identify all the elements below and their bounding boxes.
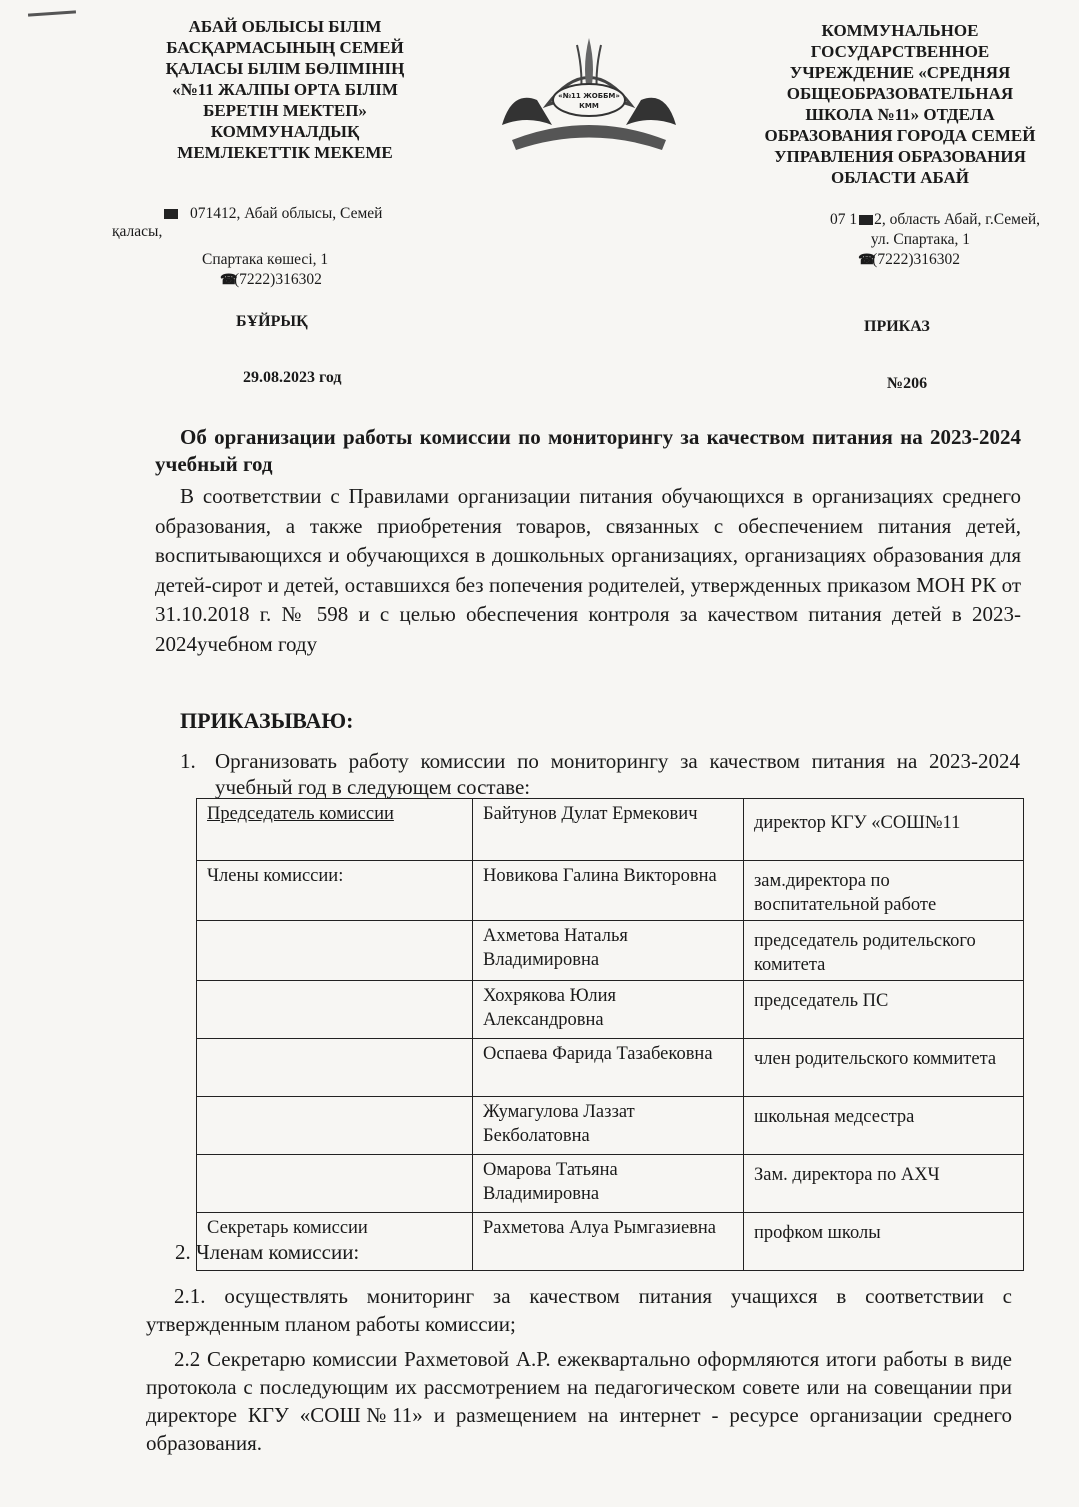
table-row — [197, 921, 1024, 981]
item-text: Организовать работу комиссии по мониторингу за качеством питания на 2023-2024 учебный год в следующем составе: — [215, 749, 1020, 799]
item-number: 1. — [180, 749, 196, 773]
right-phone: (7222)316302 — [872, 251, 960, 268]
table-row — [197, 1155, 1024, 1213]
position-cell: председатель родительского комитета — [744, 921, 1024, 981]
order-date: 29.08.2023 год — [243, 369, 342, 386]
order-item-2 — [175, 1240, 359, 1265]
left-org-line: ҚАЛАСЫ БІЛІМ БӨЛІМІНІҢ — [165, 59, 405, 78]
left-org-line: БАСҚАРМАСЫНЫҢ СЕМЕЙ — [166, 38, 404, 57]
order-item-2-1: 2.1. осуществлять мониторинг за качеством питания учащихся в соответствии с утвержденным планом работы комиссии; — [146, 1284, 1012, 1336]
right-org-line: ШКОЛА №11» ОТДЕЛА — [805, 105, 995, 124]
item-number: 2. — [175, 1240, 191, 1264]
role-cell — [197, 1039, 473, 1097]
role-cell — [197, 1097, 473, 1155]
table-row — [197, 1039, 1024, 1097]
left-address — [112, 204, 452, 291]
position-cell: школьная медсестра — [744, 1097, 1024, 1155]
left-org-line: КОММУНАЛДЫҚ — [210, 122, 360, 141]
position-cell: директор КГУ «СОШ№11 — [744, 799, 1024, 861]
position-cell: председатель ПС — [744, 981, 1024, 1039]
right-org-line: УЧРЕЖДЕНИЕ «СРЕДНЯЯ — [789, 63, 1011, 82]
name-cell: Хохрякова Юлия Александровна — [473, 981, 744, 1039]
left-org-line: «№11 ЖАЛПЫ ОРТА БІЛІМ — [172, 80, 398, 99]
doc-type-kz: БҰЙРЫҚ — [236, 313, 308, 330]
right-org-line: КОММУНАЛЬНОЕ — [821, 21, 979, 40]
role-cell: Секретарь комиссии — [197, 1213, 473, 1271]
name-cell: Омарова Татьяна Владимировна — [473, 1155, 744, 1213]
order-heading: ПРИКАЗЫВАЮ: — [180, 708, 354, 733]
right-address-line2: ул. Спартака, 1 — [870, 231, 970, 248]
document-title — [155, 424, 1021, 478]
phone-icon: ☎ — [858, 253, 876, 268]
left-address-line3: Спартака көшесі, 1 — [202, 251, 329, 268]
envelope-icon — [164, 209, 178, 219]
name-cell: Оспаева Фарида Тазабековна — [473, 1039, 744, 1097]
left-phone: (7222)316302 — [234, 271, 322, 288]
scan-mark — [28, 10, 76, 16]
position-cell: профком школы — [744, 1213, 1024, 1271]
table-row — [197, 799, 1024, 861]
left-address-line1: 071412, Абай облысы, Семей — [190, 205, 383, 222]
phone-icon: ☎ — [220, 273, 238, 288]
left-org-line: АБАЙ ОБЛЫСЫ БІЛІМ — [188, 17, 382, 36]
role-cell — [197, 981, 473, 1039]
left-org-line: БЕРЕТІН МЕКТЕП» — [203, 101, 367, 120]
commission-table — [196, 798, 1024, 1271]
left-address-line2: қаласы, — [112, 223, 163, 240]
order-item-1 — [180, 748, 1020, 800]
role-cell: Члены комиссии: — [197, 861, 473, 921]
emblem-line1: «№11 ЖОББМ» — [558, 92, 620, 100]
right-address — [740, 210, 1040, 271]
item-text: Членам комиссии: — [196, 1240, 360, 1264]
right-org-line: ОБРАЗОВАНИЯ ГОРОДА СЕМЕЙ — [764, 126, 1036, 145]
name-cell: Новикова Галина Викторовна — [473, 861, 744, 921]
role-cell — [197, 921, 473, 981]
header-right-org — [745, 20, 1055, 188]
table-row — [197, 1097, 1024, 1155]
position-cell: зам.директора по воспитательной работе — [744, 861, 1024, 921]
name-cell: Байтунов Дулат Ермекович — [473, 799, 744, 861]
table-row — [197, 861, 1024, 921]
order-number: №206 — [887, 375, 928, 392]
role-cell: Председатель комиссии — [197, 799, 473, 861]
position-cell: член родительского коммитета — [744, 1039, 1024, 1097]
name-cell: Ахметова Наталья Владимировна — [473, 921, 744, 981]
envelope-icon — [859, 215, 873, 225]
right-org-line: ОБЛАСТИ АБАЙ — [830, 168, 970, 187]
right-address-line1a: 07 1 — [829, 211, 858, 228]
preamble-paragraph: В соответствии с Правилами организации питания обучающихся в организациях среднего образования, а также приобретения товаров, связанных с обеспечением питания детей, воспитывающихся и обучающихся в дошкольных организациях, организациях образования для детей-сирот и детей, оставшихся без попечения родителей, утвержденных приказом МОН РК от 31.10.2018 г. № 598 и с целью обеспечения контроля за качеством питания детей в 2023-2024учебном году — [155, 484, 1021, 656]
name-cell: Рахметова Алуа Рымгазиевна — [473, 1213, 744, 1271]
doc-type-ru: ПРИКАЗ — [864, 318, 930, 335]
left-org-line: МЕМЛЕКЕТТІК МЕКЕМЕ — [177, 143, 393, 162]
document-title-text: Об организации работы комиссии по мониторингу за качеством питания на 2023-2024 учебный год — [155, 425, 1021, 476]
emblem-line2: КММ — [579, 102, 599, 110]
school-emblem — [492, 30, 686, 160]
position-cell: Зам. директора по АХЧ — [744, 1155, 1024, 1213]
name-cell: Жумагулова Лаззат Бекболатовна — [473, 1097, 744, 1155]
order-item-2-2: 2.2 Секретарю комиссии Рахметовой А.Р. ежеквартально оформляются итоги работы в виде протокола с последующим их рассмотрением на педагогическом совете или на совещании при директоре КГУ «СОШ№11» и размещением на интернет - ресурсе организации среднего образования. — [146, 1347, 1012, 1455]
right-org-line: УПРАВЛЕНИЯ ОБРАЗОВАНИЯ — [774, 147, 1026, 166]
header-left-org — [140, 16, 430, 163]
table-row — [197, 981, 1024, 1039]
right-org-line: ГОСУДАРСТВЕННОЕ — [810, 42, 990, 61]
right-address-line1b: 2, область Абай, г.Семей, — [874, 211, 1040, 228]
role-cell — [197, 1155, 473, 1213]
right-org-line: ОБЩЕОБРАЗОВАТЕЛЬНАЯ — [786, 84, 1014, 103]
